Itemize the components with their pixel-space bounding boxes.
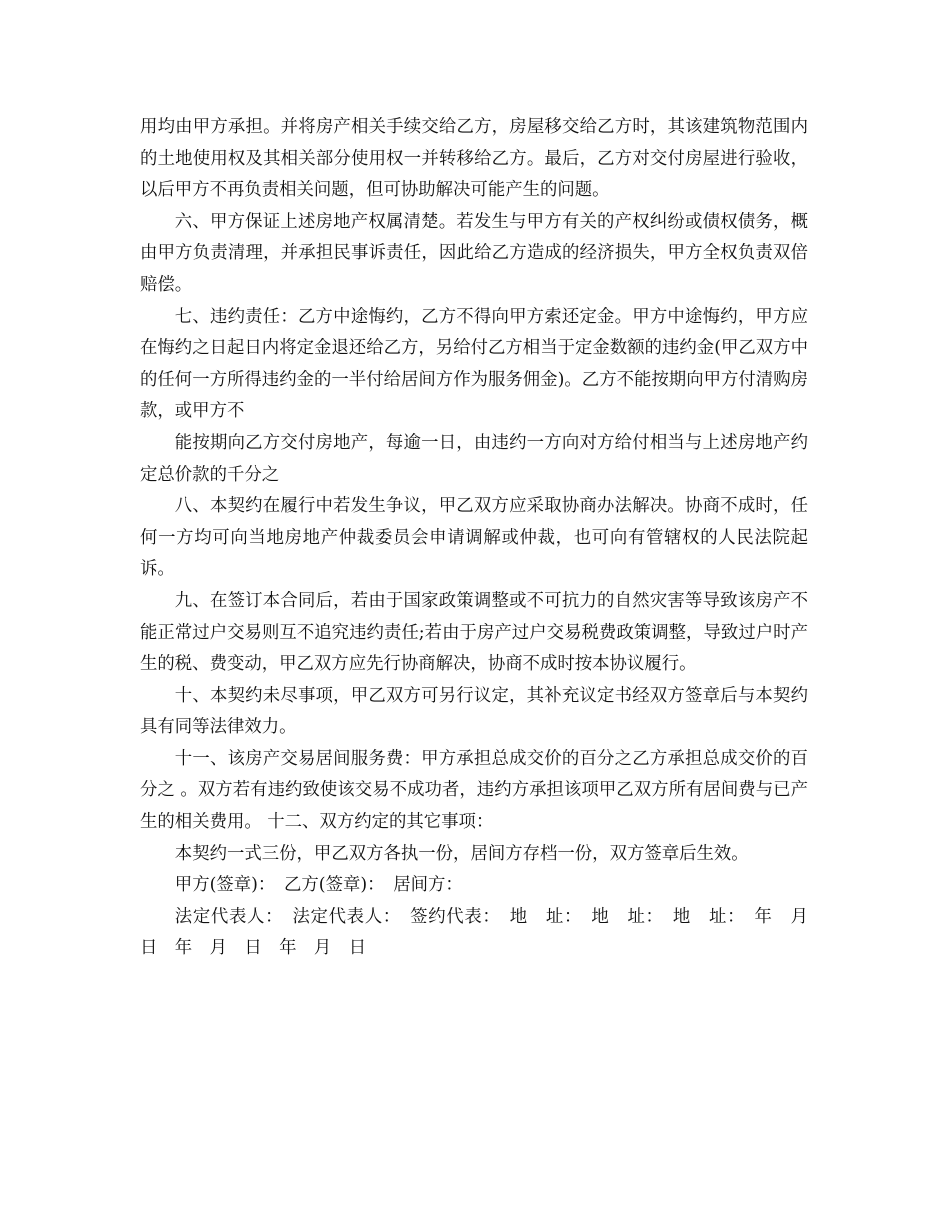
paragraph-clause-9: 九、在签订本合同后，若由于国家政策调整或不可抗力的自然灾害等导致该房产不能正常过户交易则互不追究违约责任;若由于房产过户交易税费政策调整，导致过户时产生的税、费变动，甲乙双方应先行协商解决，协商不成时按本协议履行。: [140, 590, 808, 675]
paragraph-clause-6: 六、甲方保证上述房地产权属清楚。若发生与甲方有关的产权纠纷或债权债务，概由甲方负责清理，并承担民事诉责任，因此给乙方造成的经济损失，甲方全权负责双倍赔偿。: [140, 211, 808, 295]
paragraph-copies: 本契约一式三份，甲乙双方各执一份，居间方存档一份，双方签章后生效。: [174, 843, 749, 864]
paragraph-clause-7: 七、违约责任：乙方中途悔约，乙方不得向甲方索还定金。甲方中途悔约，甲方应在悔约之日起日内将定金退还给乙方，另给付乙方相当于定金数额的违约金(甲乙双方中的任何一方所得违约金的一半付给居间方作为服务佣金)。乙方不能按期向甲方付清购房款，或甲方不: [140, 306, 808, 422]
paragraph-signatures: 甲方(签章)： 乙方(签章)： 居间方：: [174, 875, 463, 896]
document-page: [140, 112, 826, 965]
paragraph-clause-10: 十、本契约未尽事项，甲乙双方可另行议定，其补充议定书经双方签章后与本契约具有同等法律效力。: [140, 685, 808, 738]
paragraph-clause-7-continued: 能按期向乙方交付房地产，每逾一日，由违约一方向对方给付相当与上述房地产约定总价款的千分之: [140, 432, 808, 485]
paragraph-clause-11: 十一、该房产交易居间服务费：甲方承担总成交价的百分之乙方承担总成交价的百分之 。双方若有违约致使该交易不成功者，违约方承担该项甲乙双方所有居间费与已产生的相关费用。 十二、双方约定的其它事项：: [140, 748, 808, 833]
paragraph-continuation: 用均由甲方承担。并将房产相关手续交给乙方，房屋移交给乙方时，其该建筑物范围内的土地使用权及其相关部分使用权一并转移给乙方。最后，乙方对交付房屋进行验收，以后甲方不再负责相关问题，但可协助解决可能产生的问题。: [140, 117, 808, 201]
paragraph-representatives: 法定代表人： 法定代表人： 签约代表： 地 址： 地 址： 地 址： 年 月 日 年 月 日 年 月 日: [140, 906, 826, 959]
paragraph-clause-8: 八、本契约在履行中若发生争议，甲乙双方应采取协商办法解决。协商不成时，任何一方均可向当地房地产仲裁委员会申请调解或仲裁，也可向有管辖权的人民法院起诉。: [140, 496, 808, 580]
